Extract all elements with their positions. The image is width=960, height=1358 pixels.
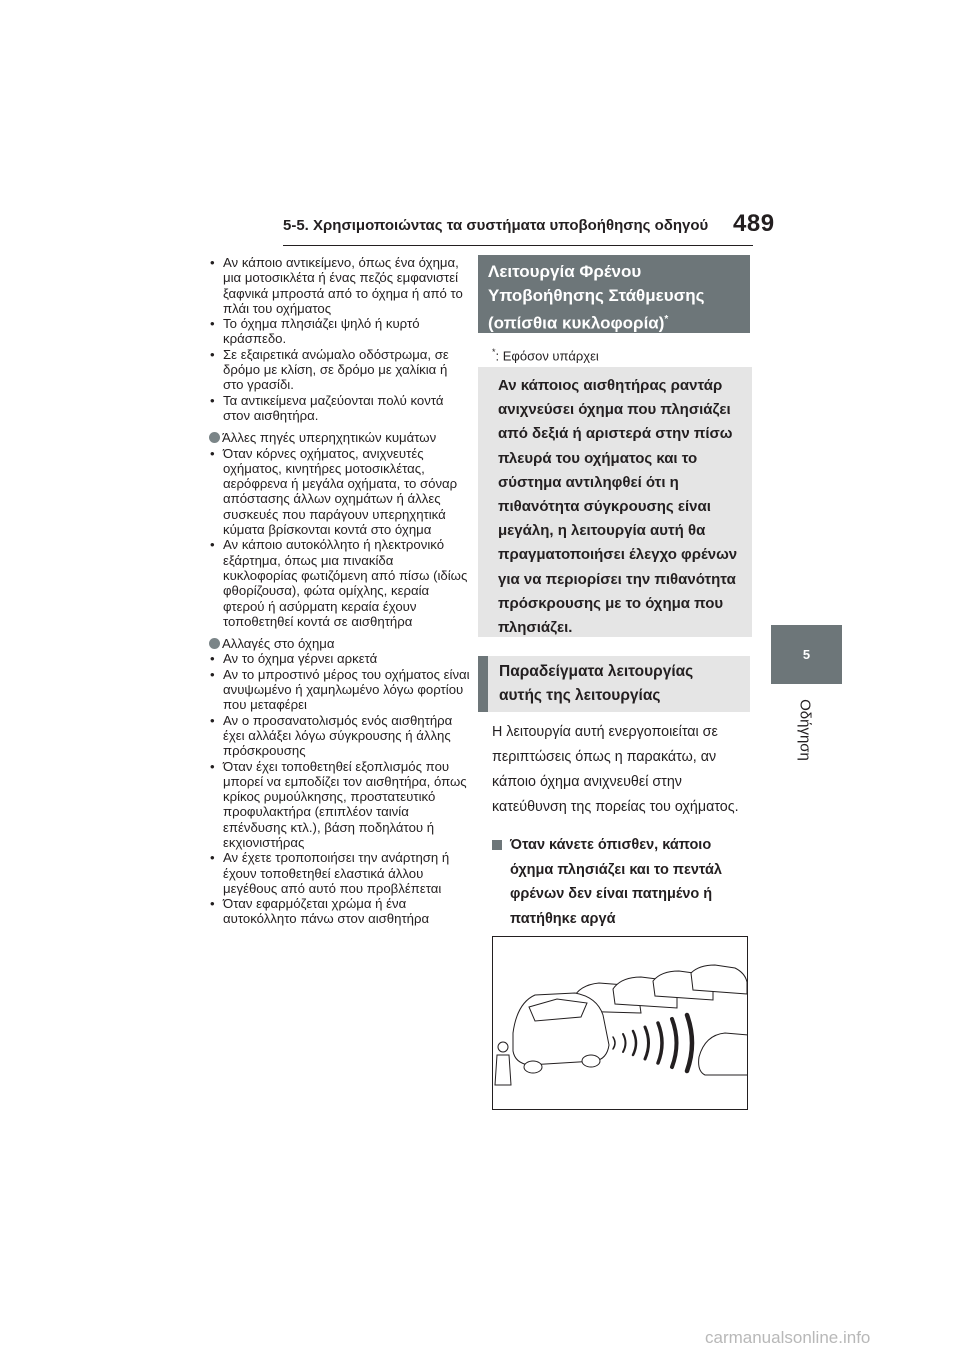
section-bullet-list	[210, 651, 470, 926]
running-header: 5-5. Χρησιμοποιώντας τα συστήματα υποβοήθησης οδηγού	[283, 217, 709, 234]
section-heading	[210, 636, 470, 651]
wheel-shape	[524, 1061, 542, 1073]
section-heading-text: Άλλες πηγές υπερηχητικών κυμάτων	[222, 430, 437, 446]
list-item: • Όταν κόρνες οχήματος, ανιχνευτές οχήματος, κινητήρες μοτοσικλέτας, αερόφρενα ή μεγάλα οχήματα, το σόναρ απόστασης άλλων οχημάτων ή άλλες συσκευές που παράγουν υπερηχητικά κύματα βρίσκονται κοντά στο όχημα	[210, 446, 470, 538]
footnote-text: : Εφόσον υπάρχει	[495, 348, 599, 364]
list-item: • Αν ο προσανατολισμός ενός αισθητήρα έχει αλλάξει λόγω σύγκρουσης ή άλλης πρόσκρουσης	[210, 713, 470, 759]
circle-bullet-icon	[209, 638, 220, 649]
footnote	[492, 347, 599, 363]
chapter-label-container	[775, 690, 835, 770]
case-heading	[492, 833, 754, 931]
list-item: • Όταν έχει τοποθετηθεί εξοπλισμός που μπορεί να εμποδίζει τον αισθητήρα, όπως κρίκος ρυμούλκησης, προστατευτικό προφυλακτήρα (επιπλέον ταινία επένδυσης κτλ.), βάση ποδηλάτου ή εκχιονιστήρας	[210, 759, 470, 851]
footnote-marker: *	[664, 314, 669, 325]
summary-box	[478, 367, 752, 637]
parked-car-shape	[691, 965, 747, 994]
chapter-label: Οδήγηση	[796, 699, 814, 761]
radar-waves	[613, 1015, 692, 1071]
examples-heading-box	[478, 656, 750, 712]
examples-heading: Παραδείγματα λειτουργίας αυτής της λειτουργίας	[499, 663, 694, 704]
section-heading-text: Αλλαγές στο όχημα	[222, 636, 335, 652]
list-item: • Αν το μπροστινό μέρος του οχήματος είναι ανυψωμένο ή χαμηλωμένο λόγω φορτίου που μεταφέρει	[210, 667, 470, 713]
section-bullet-list	[210, 446, 470, 630]
section-heading	[210, 430, 470, 445]
footnote-marker: *	[492, 347, 496, 357]
case-heading-text: Όταν κάνετε όπισθεν, κάποιο όχημα πλησιάζει και το πεντάλ φρένων δεν είναι πατημένο ή πατήθηκε αργά	[510, 837, 722, 927]
person-head-shape	[498, 1042, 508, 1052]
left-column	[210, 255, 470, 927]
chapter-tab	[771, 625, 842, 684]
body-paragraph: Η λειτουργία αυτή ενεργοποιείται σε περιπτώσεις όπως η παρακάτω, αν κάποιο όχημα ανιχνευθεί στην κατεύθυνση της πορείας του οχήματος.	[492, 724, 739, 815]
reversing-car-illustration	[493, 937, 748, 1110]
list-item: • Το όχημα πλησιάζει ψηλό ή κυρτό κράσπεδο.	[210, 316, 470, 347]
header-divider	[283, 245, 753, 246]
watermark: carmanualsonline.info	[705, 1328, 871, 1347]
list-item: • Όταν εφαρμόζεται χρώμα ή ένα αυτοκόλλητο πάνω στον αισθητήρα	[210, 896, 470, 927]
approaching-car-body	[699, 1033, 748, 1075]
heading-accent-bar	[478, 656, 488, 712]
list-item: • Αν κάποιο αντικείμενο, όπως ένα όχημα, μια μοτοσικλέτα ή ένας πεζός εμφανιστεί ξαφνικά μπροστά από το όχημα ή από το πλάι του οχήματος	[210, 255, 470, 316]
section-title-box	[478, 255, 750, 333]
summary-text: Αν κάποιος αισθητήρας ραντάρ ανιχνεύσει όχημα που πλησιάζει από δεξιά ή αριστερά στην πίσω πλευρά του οχήματος και το σύστημα αντιληφθεί ότι η πιθανότητα σύγκρουσης είναι μεγάλη, η λειτουργία αυτή θα πραγματοποιήσει έλεγχο φρένων για να περιορίσει την πιθανότητα πρόσκρουσης με το όχημα που πλησιάζει.	[498, 377, 738, 637]
wheel-shape	[582, 1055, 600, 1067]
circle-bullet-icon	[209, 432, 220, 443]
list-item: • Αν κάποιο αυτοκόλλητο ή ηλεκτρονικό εξάρτημα, όπως μια πινακίδα κυκλοφορίας φωτιζόμενη από πίσω (ιδίως φθορίζουσα), φώτα ομίχλης, κεραία φτερού ή ασύρματη κεραία έχουν τοποθετηθεί κοντά σε αισθητήρα	[210, 537, 470, 629]
intro-bullet-list	[210, 255, 470, 423]
section-title: Λειτουργία Φρένου Υποβοήθησης Στάθμευσης (οπίσθια κυκλοφορία)	[488, 262, 705, 333]
list-item: • Τα αντικείμενα μαζεύονται πολύ κοντά στον αισθητήρα.	[210, 393, 470, 424]
list-item: • Αν έχετε τροποποιήσει την ανάρτηση ή έχουν τοποθετηθεί ελαστικά άλλου μεγέθους από αυτό που προβλέπεται	[210, 850, 470, 896]
square-bullet-icon	[492, 840, 502, 850]
list-item: • Σε εξαιρετικά ανώμαλο οδόστρωμα, σε δρόμο με κλίση, σε δρόμο με χαλίκια ή στο γρασίδι.	[210, 347, 470, 393]
person-body-shape	[495, 1055, 511, 1085]
page-number: 489	[733, 210, 775, 237]
list-item: • Αν το όχημα γέρνει αρκετά	[210, 651, 470, 666]
chapter-number: 5	[802, 647, 811, 662]
illustration-frame	[492, 936, 748, 1110]
